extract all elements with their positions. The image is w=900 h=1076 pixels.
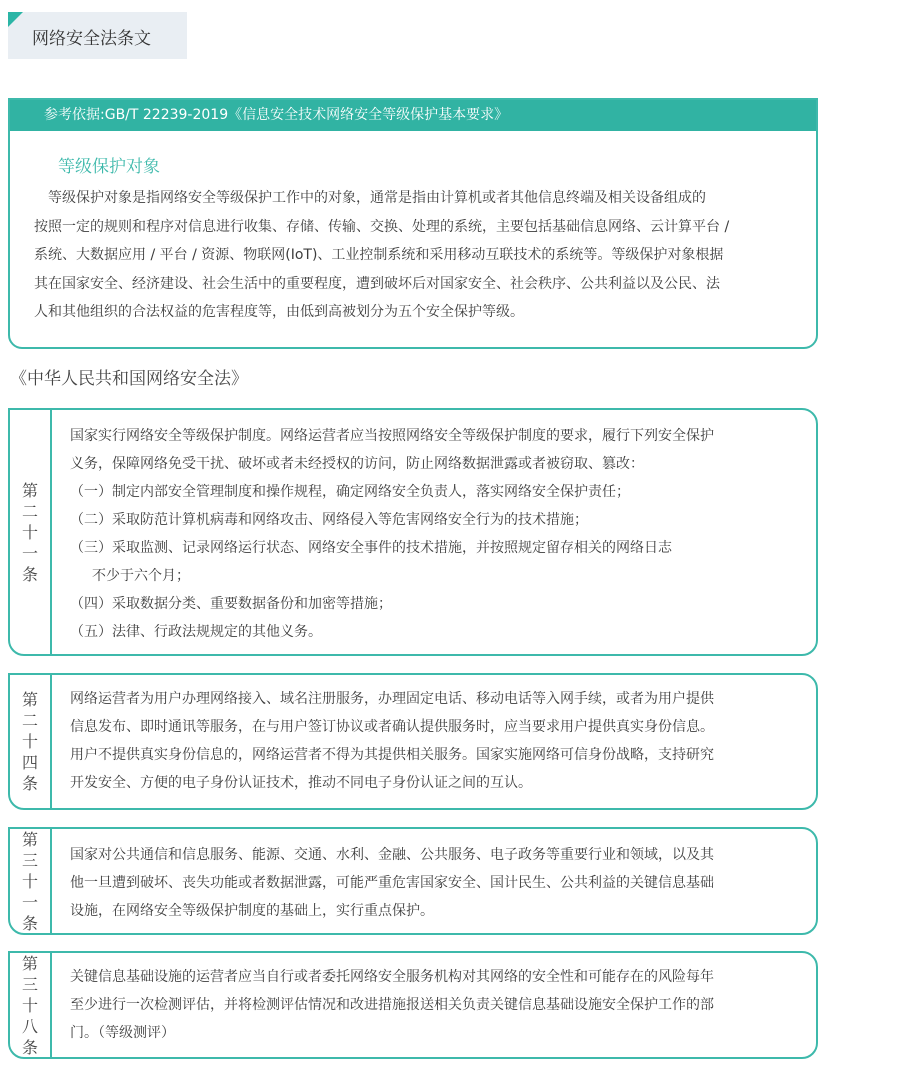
article-line: 义务，保障网络免受干扰、破坏或者未经授权的访问，防止网络数据泄露或者被窃取、篡改： [70,456,644,472]
article-content [70,963,786,1047]
article-line: （四）采取数据分类、重要数据备份和加密等措施； [70,596,392,612]
reference-line: 其在国家安全、经济建设、社会生活中的重要程度，遭到破坏后对国家安全、社会秩序、公共利益以及公民、法 [34,275,720,292]
reference-header: 参考依据:GB/T 22239-2019《信息安全技术网络安全等级保护基本要求》 [10,100,816,131]
article-line: 设施，在网络安全等级保护制度的基础上，实行重点保护。 [70,903,434,919]
article-line: 门。（等级测评） [70,1025,175,1041]
article-line: 关键信息基础设施的运营者应当自行或者委托网络安全服务机构对其网络的安全性和可能存在的风险每年 [70,969,714,985]
reference-line: 按照一定的规则和程序对信息进行收集、存储、传输、交换、处理的系统，主要包括基础信息网络、云计算平台 / [34,218,730,235]
corner-accent [8,12,23,27]
article-line: 国家对公共通信和信息服务、能源、交通、水利、金融、公共服务、电子政务等重要行业和领域，以及其 [70,847,714,863]
article-21 [8,408,818,656]
article-line: 至少进行一次检测评估，并将检测评估情况和改进措施报送相关负责关键信息基础设施安全保护工作的部 [70,997,714,1013]
reference-body [34,184,804,327]
article-label: 第 三 十 八 条 [10,953,52,1057]
article-line: 用户不提供真实身份信息的，网络运营者不得为其提供相关服务。国家实施网络可信身份战略，支持研究 [70,747,714,763]
article-label: 第 三 十 一 条 [10,829,52,933]
article-line: 国家实行网络安全等级保护制度。网络运营者应当按照网络安全等级保护制度的要求，履行下列安全保护 [70,428,714,444]
article-line: 他一旦遭到破坏、丧失功能或者数据泄露，可能严重危害国家安全、国计民生、公共利益的关键信息基础 [70,875,714,891]
article-label: 第 二 十 一 条 [10,410,52,654]
article-line: 网络运营者为用户办理网络接入、域名注册服务，办理固定电话、移动电话等入网手续，或者为用户提供 [70,691,714,707]
article-label: 第 二 十 四 条 [10,675,52,808]
reference-box [8,98,818,349]
reference-line: 系统、大数据应用 / 平台 / 资源、物联网(IoT)、工业控制系统和采用移动互联技术的系统等。等级保护对象根据 [34,247,724,263]
article-line: 信息发布、即时通讯等服务，在与用户签订协议或者确认提供服务时，应当要求用户提供真实身份信息。 [70,719,714,735]
article-content [70,841,786,925]
article-line: 开发安全、方便的电子身份认证技术，推动不同电子身份认证之间的互认。 [70,775,532,791]
article-line: （一）制定内部安全管理制度和操作规程，确定网络安全负责人，落实网络安全保护责任； [70,484,630,500]
law-title: 《中华人民共和国网络安全法》 [10,369,248,389]
reference-subtitle: 等级保护对象 [58,157,160,177]
article-line: （二）采取防范计算机病毒和网络攻击、网络侵入等危害网络安全行为的技术措施； [70,512,588,528]
article-line: （五）法律、行政法规规定的其他义务。 [70,624,322,640]
section-title-tab [8,12,187,59]
article-line: （三）采取监测、记录网络运行状态、网络安全事件的技术措施，并按照规定留存相关的网络日志 [70,540,672,556]
article-24 [8,673,818,810]
article-content [70,422,786,646]
reference-line: 人和其他组织的合法权益的危害程度等，由低到高被划分为五个安全保护等级。 [34,304,524,320]
article-38 [8,951,818,1059]
article-line: 不少于六个月； [92,568,190,584]
reference-line: 等级保护对象是指网络安全等级保护工作中的对象，通常是指由计算机或者其他信息终端及相关设备组成的 [48,190,706,206]
article-content [70,685,786,797]
article-31 [8,827,818,935]
section-title: 网络安全法条文 [32,29,151,49]
